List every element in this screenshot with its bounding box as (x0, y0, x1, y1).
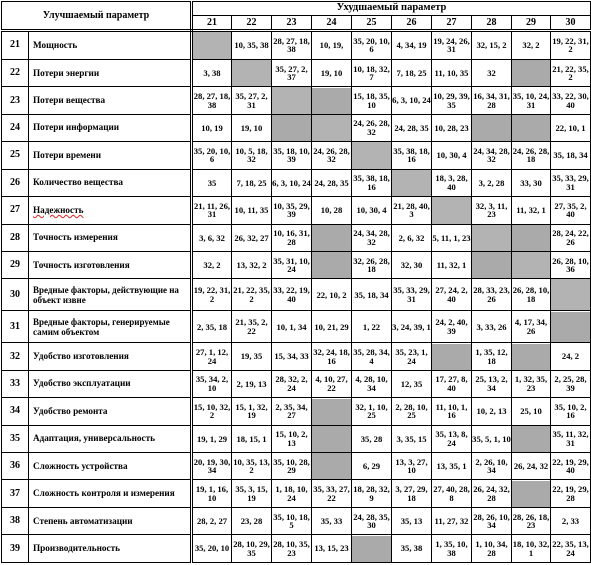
principle-cell: 10, 30, 4 (432, 142, 472, 169)
row-number: 36 (2, 453, 29, 480)
principle-cell: 10, 19, (312, 31, 352, 60)
principle-cell: 12, 35 (392, 370, 432, 397)
diagonal-cell (272, 87, 312, 114)
hatched-empty-cell (551, 311, 591, 343)
principle-cell: 13, 32, 2 (232, 252, 272, 279)
principle-cell: 7, 18, 25 (392, 59, 432, 86)
row-parameter-label: Мощность (33, 39, 78, 50)
column-number-28: 28 (472, 16, 512, 31)
row-number: 35 (2, 425, 29, 452)
diagonal-cell (352, 142, 392, 169)
principle-cell: 35, 34, 2, 10 (192, 370, 232, 397)
row-number: 21 (2, 31, 29, 60)
table-row (2, 31, 591, 60)
principle-cell: 5, 11, 1, 23 (432, 224, 472, 251)
principle-cell: 20, 19, 30, 34 (192, 453, 232, 480)
principle-cell: 28, 27, 18, 38 (272, 31, 312, 60)
hatched-empty-cell (432, 343, 472, 370)
row-number: 23 (2, 87, 29, 114)
diagonal-cell (392, 169, 432, 196)
principle-cell: 32, 26, 28, 18 (352, 252, 392, 279)
row-parameter-label: Степень автоматизации (33, 515, 133, 526)
hatched-empty-cell (512, 480, 551, 507)
hatched-empty-cell (312, 224, 352, 251)
row-parameter-label: Удобство ремонта (33, 405, 108, 416)
principle-cell: 6, 3, 10, 24 (272, 169, 312, 196)
row-parameter-name (29, 252, 192, 279)
principle-cell: 33, 30 (512, 169, 551, 196)
principle-cell: 11, 32, 1 (432, 252, 472, 279)
hatched-empty-cell (312, 425, 352, 452)
row-parameter-name (29, 169, 192, 196)
principle-cell: 35, 27, 2, 31 (232, 87, 272, 114)
principle-cell: 19, 1, 16, 10 (192, 480, 232, 507)
principle-cell: 35, 18, 34 (352, 279, 392, 311)
principle-cell: 27, 35, 2, 40 (551, 197, 591, 224)
principle-cell: 19, 1, 29 (192, 425, 232, 452)
table-row (2, 197, 591, 224)
hatched-empty-cell (512, 224, 551, 251)
principle-cell: 2, 35, 34, 27 (272, 398, 312, 425)
table-row (2, 425, 591, 452)
principle-cell: 1, 32, 35, 23 (512, 370, 551, 397)
row-parameter-label: Сложность контроля и измерения (33, 488, 175, 499)
row-parameter-label: Удобство эксплуатации (33, 378, 131, 389)
principle-cell: 6, 3, 10, 24 (392, 87, 432, 114)
row-parameter-label: Потери энергии (33, 67, 100, 78)
row-parameter-name (29, 398, 192, 425)
principle-cell: 18, 15, 1 (232, 425, 272, 452)
improving-parameter-header: Улучшаемый параметр (2, 2, 192, 31)
principle-cell: 10, 28, 23 (432, 114, 472, 141)
principle-cell: 6, 29 (352, 453, 392, 480)
principle-cell: 2, 28, 10, 25 (392, 398, 432, 425)
hatched-empty-cell (472, 114, 512, 141)
row-number: 25 (2, 142, 29, 169)
table-row (2, 114, 591, 141)
principle-cell: 35, 10, 2, 16 (551, 398, 591, 425)
row-parameter-name (29, 279, 192, 311)
principle-cell: 28, 10, 35, 23 (272, 535, 312, 563)
hatched-empty-cell (512, 343, 551, 370)
principle-cell: 10, 19 (192, 114, 232, 141)
principle-cell: 2, 25, 28, 39 (551, 370, 591, 397)
hatched-empty-cell (272, 114, 312, 141)
principle-cell: 35, 38, 18, 16 (352, 169, 392, 196)
principle-cell: 18, 3, 28, 40 (432, 169, 472, 196)
row-parameter-name (29, 197, 192, 224)
row-parameter-label: Вредные факторы, генерируемые самим объектом (33, 316, 170, 337)
contradiction-matrix-table-wrapper (1, 1, 590, 563)
principle-cell: 10, 5, 18, 32 (232, 142, 272, 169)
principle-cell: 35, 23, 1, 24 (392, 343, 432, 370)
principle-cell: 24, 28, 35 (392, 114, 432, 141)
principle-cell: 35, 20, 10, 6 (192, 142, 232, 169)
principle-cell: 32, 2 (192, 252, 232, 279)
principle-cell: 27, 1, 12, 24 (192, 343, 232, 370)
principle-cell: 24, 28, 35, 30 (352, 507, 392, 534)
principle-cell: 26, 32, 27 (232, 224, 272, 251)
principle-cell: 2, 35, 18 (192, 311, 232, 343)
table-row (2, 224, 591, 251)
principle-cell: 32, 30 (392, 252, 432, 279)
principle-cell: 35, 18, 10, 39 (272, 142, 312, 169)
principle-cell: 32, 1, 10, 25 (352, 398, 392, 425)
table-row (2, 169, 591, 196)
column-number-21: 21 (192, 16, 232, 31)
principle-cell: 10, 2, 13 (472, 398, 512, 425)
row-parameter-label: Количество вещества (33, 177, 124, 188)
diagonal-cell (512, 252, 551, 279)
table-row (2, 480, 591, 507)
principle-cell: 35, 31, 10, 24 (272, 252, 312, 279)
hatched-empty-cell (512, 425, 551, 452)
principle-cell: 11, 10, 35 (432, 59, 472, 86)
table-row (2, 535, 591, 563)
principle-cell: 1, 10, 34, 28 (472, 535, 512, 563)
principle-cell: 21, 11, 26, 31 (192, 197, 232, 224)
row-parameter-name (29, 480, 192, 507)
principle-cell: 3, 2, 28 (472, 169, 512, 196)
column-number-24: 24 (312, 16, 352, 31)
row-number: 28 (2, 224, 29, 251)
column-number-25: 25 (352, 16, 392, 31)
principle-cell: 26, 24, 32, 28 (472, 480, 512, 507)
worsening-parameter-header: Ухудшаемый параметр (192, 2, 591, 16)
hatched-empty-cell (512, 114, 551, 141)
principle-cell: 10, 29, 39, 35 (432, 87, 472, 114)
row-number: 39 (2, 535, 29, 563)
row-parameter-label: Надежность (33, 204, 84, 215)
principle-cell: 3, 33, 26 (472, 311, 512, 343)
diagonal-cell (432, 197, 472, 224)
principle-cell: 21, 35, 2, 22 (232, 311, 272, 343)
principle-cell: 35, 33 (312, 507, 352, 534)
principle-cell: 13, 15, 23 (312, 535, 352, 563)
principle-cell: 35, 10, 28, 29 (272, 453, 312, 480)
row-number: 38 (2, 507, 29, 534)
principle-cell: 35, 5, 1, 10 (472, 425, 512, 452)
principle-cell: 35, 33, 27, 22 (312, 480, 352, 507)
principle-cell: 22, 19, 29, 40 (551, 453, 591, 480)
row-parameter-name (29, 425, 192, 452)
principle-cell: 35, 38 (392, 535, 432, 563)
principle-cell: 35, 11, 32, 31 (551, 425, 591, 452)
principle-cell: 11, 27, 32 (432, 507, 472, 534)
principle-cell: 1, 35, 10, 38 (432, 535, 472, 563)
table-row (2, 279, 591, 311)
diagonal-cell (232, 59, 272, 86)
hatched-empty-cell (312, 453, 352, 480)
table-row (2, 370, 591, 397)
principle-cell: 35, 28 (352, 425, 392, 452)
principle-cell: 18, 28, 32, 9 (352, 480, 392, 507)
principle-cell: 15, 10, 32, 2 (192, 398, 232, 425)
principle-cell: 35, 13 (392, 507, 432, 534)
principle-cell: 22, 10, 1 (551, 114, 591, 141)
principle-cell: 24, 28, 35 (312, 169, 352, 196)
principle-cell: 32, 2 (512, 31, 551, 60)
principle-cell: 32 (472, 59, 512, 86)
principle-cell: 24, 2 (551, 343, 591, 370)
principle-cell: 10, 11, 35 (232, 197, 272, 224)
principle-cell: 10, 35, 13, 2 (232, 453, 272, 480)
principle-cell: 35, 38, 18, 16 (392, 142, 432, 169)
principle-cell: 21, 22, 35, 2 (232, 279, 272, 311)
principle-cell: 4, 10, 27, 22 (312, 370, 352, 397)
principle-cell: 4, 34, 19 (392, 31, 432, 60)
principle-cell: 19, 10 (312, 59, 352, 86)
principle-cell: 33, 22, 30, 40 (551, 87, 591, 114)
row-number: 22 (2, 59, 29, 86)
hatched-empty-cell (312, 87, 352, 114)
table-row (2, 142, 591, 169)
table-row (2, 87, 591, 114)
principle-cell: 35, 27, 2, 37 (272, 59, 312, 86)
row-parameter-name (29, 31, 192, 60)
hatched-empty-cell (312, 252, 352, 279)
row-parameter-name (29, 311, 192, 343)
principle-cell: 35, 20, 10 (192, 535, 232, 563)
diagonal-cell (472, 224, 512, 251)
principle-cell: 10, 21, 29 (312, 311, 352, 343)
table-row (2, 311, 591, 343)
principle-cell: 22, 19, 29, 28 (551, 480, 591, 507)
row-parameter-label: Потери времени (33, 149, 101, 160)
principle-cell: 24, 26, 28, 32 (352, 114, 392, 141)
principle-cell: 10, 28 (312, 197, 352, 224)
principle-cell: 10, 30, 4 (352, 197, 392, 224)
principle-cell: 26, 28, 10, 18 (512, 279, 551, 311)
principle-cell: 23, 28 (232, 507, 272, 534)
row-parameter-label: Точность измерения (33, 232, 118, 243)
principle-cell: 19, 22, 31, 2 (551, 31, 591, 60)
principle-cell: 24, 2, 40, 39 (432, 311, 472, 343)
principle-cell: 3, 24, 39, 1 (392, 311, 432, 343)
principle-cell: 10, 35, 29, 39 (272, 197, 312, 224)
principle-cell: 35 (192, 169, 232, 196)
principle-cell: 28, 26, 10, 34 (472, 507, 512, 534)
row-parameter-name (29, 453, 192, 480)
column-number-29: 29 (512, 16, 551, 31)
principle-cell: 32, 15, 2 (472, 31, 512, 60)
principle-cell: 21, 28, 40, 3 (392, 197, 432, 224)
principle-cell: 11, 32, 1 (512, 197, 551, 224)
principle-cell: 32, 3, 11, 23 (472, 197, 512, 224)
row-parameter-label: Точность изготовления (33, 259, 130, 270)
principle-cell: 10, 35, 38 (232, 31, 272, 60)
principle-cell: 19, 24, 26, 31 (432, 31, 472, 60)
principle-cell: 10, 1, 34 (272, 311, 312, 343)
principle-cell: 19, 22, 31, 2 (192, 279, 232, 311)
row-number: 37 (2, 480, 29, 507)
principle-cell: 15, 18, 35, 10 (352, 87, 392, 114)
row-parameter-name (29, 507, 192, 534)
table-row (2, 252, 591, 279)
row-parameter-name (29, 535, 192, 563)
principle-cell: 15, 1, 32, 19 (232, 398, 272, 425)
principle-cell: 16, 34, 31, 28 (472, 87, 512, 114)
row-parameter-name (29, 370, 192, 397)
row-parameter-name (29, 343, 192, 370)
principle-cell: 1, 35, 12, 18 (472, 343, 512, 370)
row-number: 27 (2, 197, 29, 224)
table-row (2, 398, 591, 425)
hatched-empty-cell (512, 59, 551, 86)
principle-cell: 1, 22 (352, 311, 392, 343)
column-number-22: 22 (232, 16, 272, 31)
principle-cell: 1, 18, 10, 24 (272, 480, 312, 507)
row-parameter-name (29, 114, 192, 141)
column-number-27: 27 (432, 16, 472, 31)
row-number: 33 (2, 370, 29, 397)
principle-cell: 3, 6, 32 (192, 224, 232, 251)
row-parameter-name (29, 59, 192, 86)
principle-cell: 24, 26, 28, 18 (512, 142, 551, 169)
diagonal-cell (551, 279, 591, 311)
principle-cell: 4, 28, 10, 34 (352, 370, 392, 397)
row-number: 34 (2, 398, 29, 425)
principle-cell: 35, 28, 34, 4 (352, 343, 392, 370)
principle-cell: 10, 18, 32, 7 (352, 59, 392, 86)
row-parameter-name (29, 142, 192, 169)
hatched-empty-cell (312, 398, 352, 425)
principle-cell: 35, 3, 15, 19 (232, 480, 272, 507)
row-parameter-label: Потери вещества (33, 95, 106, 105)
principle-cell: 28, 2, 27 (192, 507, 232, 534)
principle-cell: 15, 10, 2, 13 (272, 425, 312, 452)
principle-cell: 22, 10, 2 (312, 279, 352, 311)
principle-cell: 18, 10, 32, 1 (512, 535, 551, 563)
principle-cell: 11, 10, 1, 16 (432, 398, 472, 425)
row-parameter-name (29, 87, 192, 114)
row-number: 29 (2, 252, 29, 279)
principle-cell: 35, 10, 18, 5 (272, 507, 312, 534)
principle-cell: 21, 22, 35, 2 (551, 59, 591, 86)
principle-cell: 26, 24, 32 (512, 453, 551, 480)
header-row-title (2, 2, 591, 16)
principle-cell: 17, 27, 8, 40 (432, 370, 472, 397)
row-number: 30 (2, 279, 29, 311)
diagonal-cell (192, 31, 232, 60)
principle-cell: 10, 16, 31, 28 (272, 224, 312, 251)
hatched-empty-cell (472, 252, 512, 279)
column-number-26: 26 (392, 16, 432, 31)
principle-cell: 25, 13, 2, 34 (472, 370, 512, 397)
principle-cell: 2, 33 (551, 507, 591, 534)
principle-cell: 33, 22, 19, 40 (272, 279, 312, 311)
principle-cell: 35, 33, 29, 31 (551, 169, 591, 196)
row-number: 31 (2, 311, 29, 343)
principle-cell: 28, 33, 23, 26 (472, 279, 512, 311)
row-number: 26 (2, 169, 29, 196)
row-parameter-label: Сложность устройства (33, 460, 128, 471)
principle-cell: 35, 13, 8, 24 (432, 425, 472, 452)
principle-cell: 28, 10, 29, 35 (232, 535, 272, 563)
principle-cell: 28, 24, 22, 26 (551, 224, 591, 251)
principle-cell: 27, 40, 28, 8 (432, 480, 472, 507)
principle-cell: 4, 17, 34, 26 (512, 311, 551, 343)
principle-cell: 15, 34, 33 (272, 343, 312, 370)
row-parameter-label: Потери информации (33, 122, 120, 133)
principle-cell: 2, 26, 10, 34 (472, 453, 512, 480)
principle-cell: 27, 24, 2, 40 (432, 279, 472, 311)
principle-cell: 2, 6, 32 (392, 224, 432, 251)
column-number-30: 30 (551, 16, 591, 31)
principle-cell: 13, 3, 27, 10 (392, 453, 432, 480)
contradiction-matrix-table (1, 1, 591, 563)
principle-cell: 7, 18, 25 (232, 169, 272, 196)
principle-cell: 3, 27, 29, 18 (392, 480, 432, 507)
principle-cell: 26, 28, 10, 36 (551, 252, 591, 279)
principle-cell: 3, 35, 15 (392, 425, 432, 452)
hatched-empty-cell (352, 535, 392, 563)
principle-cell: 35, 10, 24, 31 (512, 87, 551, 114)
principle-cell: 35, 33, 29, 31 (392, 279, 432, 311)
principle-cell: 3, 38 (192, 59, 232, 86)
diagonal-cell (312, 114, 352, 141)
row-parameter-label: Вредные факторы, действующие на объект извне (33, 284, 179, 305)
table-row (2, 453, 591, 480)
row-number: 24 (2, 114, 29, 141)
principle-cell: 24, 34, 28, 32 (352, 224, 392, 251)
principle-cell: 24, 34, 28, 32 (472, 142, 512, 169)
column-number-23: 23 (272, 16, 312, 31)
principle-cell: 28, 26, 18, 23 (512, 507, 551, 534)
principle-cell: 22, 35, 13, 24 (551, 535, 591, 563)
principle-cell: 32, 24, 18, 16 (312, 343, 352, 370)
principle-cell: 19, 10 (232, 114, 272, 141)
matrix-body (2, 31, 591, 563)
principle-cell: 13, 35, 1 (432, 453, 472, 480)
row-parameter-label: Удобство изготовления (33, 350, 129, 361)
principle-cell: 35, 18, 34 (551, 142, 591, 169)
table-row (2, 59, 591, 86)
table-row (2, 507, 591, 534)
principle-cell: 2, 19, 13 (232, 370, 272, 397)
principle-cell: 35, 20, 10, 6 (352, 31, 392, 60)
principle-cell: 19, 35 (232, 343, 272, 370)
principle-cell: 28, 27, 18, 38 (192, 87, 232, 114)
row-parameter-label: Адаптация, универсальность (33, 433, 155, 444)
table-row (2, 343, 591, 370)
principle-cell: 24, 26, 28, 32 (312, 142, 352, 169)
row-number: 32 (2, 343, 29, 370)
principle-cell: 28, 32, 2, 24 (272, 370, 312, 397)
row-parameter-label: Производительность (33, 543, 120, 554)
principle-cell: 25, 10 (512, 398, 551, 425)
row-parameter-name (29, 224, 192, 251)
